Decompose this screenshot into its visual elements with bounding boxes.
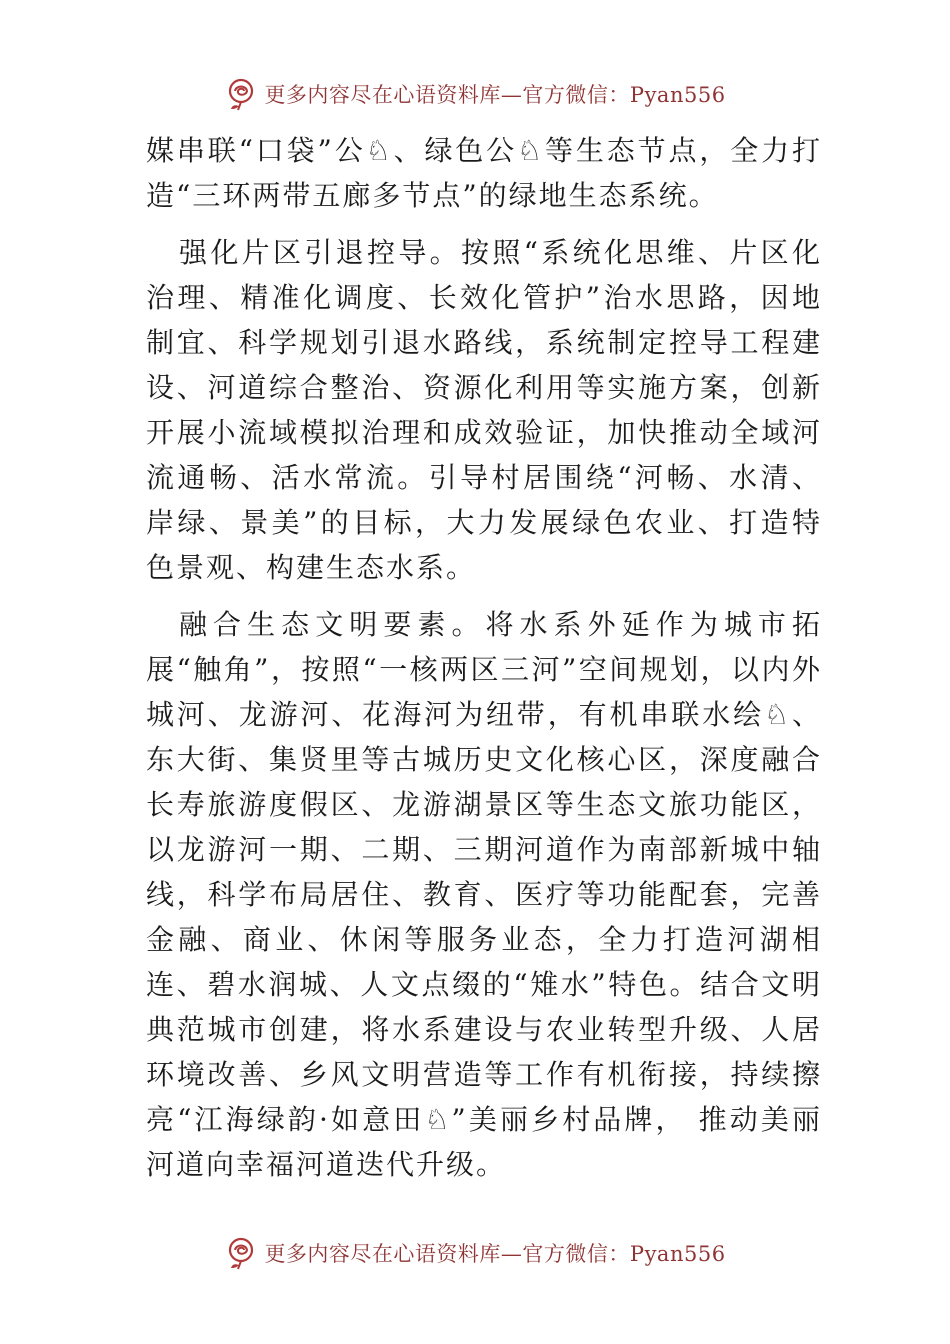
paragraph-drainage-control: 强化片区引退控导。按照“系统化思维、片区化治理、精准化调度、长效化管护”治水思路，因地制宜、科学规划引退水路线，系统制定控导工程建设、河道综合整治、资源化利用等实施方案，创新开展小流域模拟治理和成效验证，加快推动全域河流通畅、活水常流。引导村居围绕“河畅、水清、岸绿、景美”的目标，大力发展绿色农业、打造特色景观、构建生态水系。 bbox=[146, 236, 822, 584]
rose-icon bbox=[224, 76, 260, 112]
paragraph-ecological-civilization: 融合生态文明要素。将水系外延作为城市拓展“触角”，按照“一核两区三河”空间规划，以内外城河、龙游河、花海河为纽带，有机串联水绘♘、东大街、集贤里等古城历史文化核心区，深度融合长寿旅游度假区、龙游湖景区等生态文旅功能区，以龙游河一期、二期、三期河道作为南部新城中轴线，科学布局居住、教育、医疗等功能配套，完善金融、商业、休闲等服务业态，全力打造河湖相连、碧水润城、人文点缀的“雉水”特色。结合文明典范城市创建，将水系建设与农业转型升级、人居环境改善、乡风文明营造等工作有机衔接，持续擦亮“江海绿韵·如意田♘”美丽乡村品牌， 推动美丽河道向幸福河道迭代升级。 bbox=[146, 608, 822, 1181]
header-watermark bbox=[0, 74, 950, 114]
watermark-text: 更多内容尽在心语资料库—官方微信：Pyan556 bbox=[264, 1242, 726, 1266]
watermark-text: 更多内容尽在心语资料库—官方微信：Pyan556 bbox=[264, 83, 726, 107]
document-body bbox=[146, 128, 822, 1187]
paragraph-continued: 媒串联“口袋”公♘、绿色公♘等生态节点，全力打造“三环两带五廊多节点”的绿地生态系统。 bbox=[146, 134, 822, 212]
footer-watermark bbox=[0, 1233, 950, 1273]
rose-icon bbox=[224, 1235, 260, 1271]
